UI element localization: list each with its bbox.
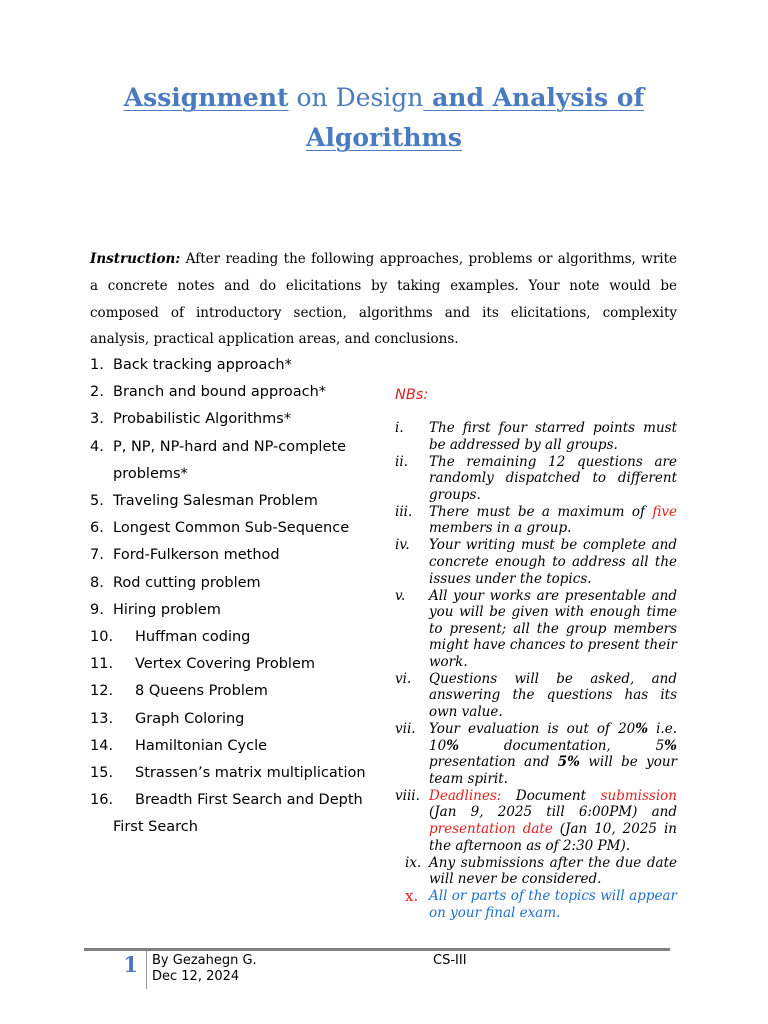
note-highlight: submission	[600, 787, 677, 804]
item-number: 8.	[90, 574, 104, 591]
item-number: 9.	[90, 601, 104, 618]
note-text: will be your team spirit.	[429, 754, 677, 787]
note-text: Your evaluation is out of 20	[429, 721, 636, 738]
item-label: problems*	[113, 465, 188, 482]
title-line-2	[0, 118, 768, 158]
note-text: Questions will be asked, and answering the questions has its own value.	[429, 670, 677, 721]
note-number: vi.	[395, 670, 412, 687]
note-item	[395, 504, 677, 537]
note-number: x.	[405, 887, 419, 906]
list-item	[90, 760, 390, 787]
item-number: 11.	[90, 656, 114, 673]
note-number: ix.	[405, 854, 422, 871]
list-item	[90, 651, 390, 678]
note-text: Your writing must be complete and concrete enough to address all the issues under the topics.	[429, 537, 677, 587]
note-bold: %	[664, 737, 677, 754]
item-label: Graph Coloring	[135, 710, 245, 727]
item-label: First Search	[113, 819, 198, 836]
note-text: i.e. 10	[429, 721, 677, 754]
note-text: Document	[501, 787, 601, 804]
note-number: i.	[395, 420, 404, 436]
item-label: Probabilistic Algorithms*	[113, 411, 292, 428]
item-number: 12.	[90, 683, 114, 700]
item-label: Breadth First Search and Depth	[135, 792, 363, 809]
item-number: 5.	[90, 493, 104, 510]
list-item	[90, 488, 390, 515]
list-item	[90, 406, 390, 433]
footer-author: By Gezahegn G.	[152, 953, 257, 968]
note-item	[395, 788, 677, 854]
item-label: Longest Common Sub-Sequence	[113, 520, 350, 537]
notes-list	[395, 420, 677, 922]
item-label: Hamiltonian Cycle	[135, 737, 268, 754]
item-label: 8 Queens Problem	[135, 683, 268, 700]
instruction-paragraph	[90, 246, 677, 353]
list-item	[90, 515, 390, 542]
note-item	[395, 855, 677, 888]
item-label: Vertex Covering Problem	[135, 656, 315, 673]
item-label: Branch and bound approach*	[113, 384, 327, 401]
note-text: presentation and	[429, 754, 558, 771]
note-number: ii.	[395, 453, 408, 470]
item-label: Traveling Salesman Problem	[113, 493, 318, 510]
footer-divider	[84, 948, 670, 951]
title-word-assignment: Assignment	[123, 83, 289, 112]
footer-course: CS-III	[433, 953, 467, 968]
note-number: iii.	[395, 503, 413, 520]
list-item	[90, 624, 390, 651]
list-item	[90, 733, 390, 760]
note-highlight: five	[652, 503, 677, 520]
note-text: documentation, 5	[459, 737, 665, 754]
list-item	[90, 597, 390, 624]
list-item	[90, 678, 390, 705]
list-item	[90, 379, 390, 406]
item-number: 15.	[90, 765, 114, 782]
item-label: Strassen’s matrix multiplication	[135, 765, 366, 782]
note-number: iv.	[395, 537, 410, 554]
note-text: The first four starred points must be addressed by all groups.	[429, 420, 677, 453]
note-item	[395, 588, 677, 671]
item-number: 13.	[90, 710, 114, 727]
note-text: Any submissions after the due date will never be considered.	[429, 854, 677, 888]
item-label: P, NP, NP-hard and NP-complete	[113, 438, 346, 455]
note-text: (Jan 10, 2025 in the afternoon as of 2:30 PM).	[429, 820, 677, 854]
note-highlight: Deadlines:	[429, 787, 502, 804]
note-text: All or parts of the topics will appear on your final exam.	[429, 888, 677, 921]
list-item	[90, 706, 390, 733]
topic-list	[90, 352, 390, 842]
item-label: Ford-Fulkerson method	[113, 547, 280, 564]
item-label: Hiring problem	[113, 601, 221, 618]
instruction-label: Instruction:	[90, 251, 181, 267]
note-bold: 5%	[557, 754, 580, 771]
item-label: Rod cutting problem	[113, 574, 261, 591]
note-item	[395, 888, 677, 921]
document-title	[0, 78, 768, 158]
item-number: 16.	[90, 792, 114, 809]
list-item-continuation	[90, 461, 390, 488]
page-number: 1	[123, 952, 138, 977]
instruction-text: After reading the following approaches, problems or algorithms, write a concrete notes and do elicitations by taking examples. Your note would be composed of introductory section, algorithms and its elicitations, complexity analysis, practical application areas, and conclusions.	[90, 251, 677, 348]
list-item	[90, 434, 390, 461]
note-text: members in a group.	[429, 520, 572, 537]
footer-date: Dec 12, 2024	[152, 969, 240, 984]
note-item	[395, 537, 677, 587]
footer-author-block	[152, 953, 257, 985]
note-bold: %	[635, 721, 649, 738]
title-word-algorithms: Algorithms	[306, 123, 462, 152]
note-item	[395, 671, 677, 721]
note-text: The remaining 12 questions are randomly dispatched to different groups.	[429, 453, 677, 503]
list-item	[90, 787, 390, 814]
item-number: 6.	[90, 520, 104, 537]
note-text: There must be a maximum of	[429, 503, 653, 520]
list-item	[90, 542, 390, 569]
list-item	[90, 352, 390, 379]
title-word-design: on Design	[288, 83, 424, 112]
title-line-1	[0, 78, 768, 118]
note-highlight: presentation date	[429, 820, 553, 837]
list-item	[90, 570, 390, 597]
note-number: vii.	[395, 721, 416, 738]
item-number: 10.	[90, 629, 114, 646]
title-word-analysis: and Analysis of	[423, 83, 645, 112]
note-bold: %	[446, 737, 460, 754]
nbs-heading: NBs:	[395, 387, 429, 403]
note-text: (Jan 9, 2025 till 6:00PM) and	[429, 804, 677, 821]
item-label: Huffman coding	[135, 629, 251, 646]
note-item	[395, 454, 677, 504]
note-number: v.	[395, 587, 406, 604]
item-number: 3.	[90, 411, 104, 428]
item-number: 14.	[90, 737, 114, 754]
note-item	[395, 721, 677, 787]
list-item-continuation	[90, 814, 390, 841]
item-number: 7.	[90, 547, 104, 564]
item-number: 4.	[90, 438, 104, 455]
note-text: All your works are presentable and you will be given with enough time to present; all the group members might have chances to present their work.	[429, 587, 677, 670]
item-number: 2.	[90, 384, 104, 401]
note-number: viii.	[395, 787, 420, 804]
item-label: Back tracking approach*	[113, 357, 292, 373]
item-number: 1.	[90, 357, 104, 373]
footer-separator	[146, 951, 147, 989]
note-item	[395, 420, 677, 453]
